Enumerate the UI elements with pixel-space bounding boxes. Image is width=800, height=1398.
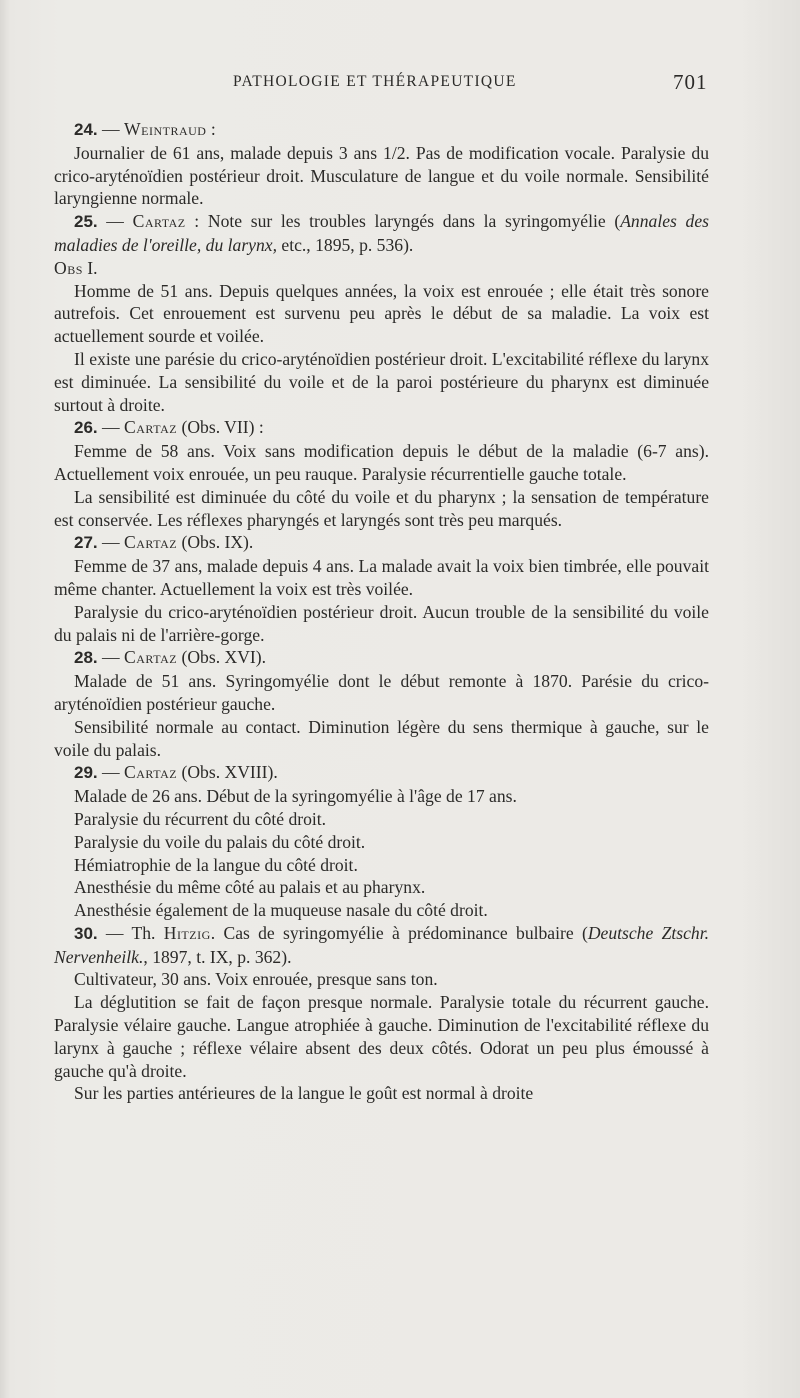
case-24-paragraph: Journalier de 61 ans, malade depuis 3 ans 1/2. Pas de modification vocale. Paralysie du crico-aryténoïdien postérieur droit. Musculature de langue et du voile normale. Sensibilité laryngienne normale. — [54, 142, 709, 209]
page-body — [54, 118, 709, 1105]
case-25-paragraph-2: Il existe une parésie du crico-aryténoïdien postérieur droit. L'excitabilité réflexe du larynx est diminuée. La sensibilité du voile et de la paroi postérieure du pharynx est diminuée surtout à droite. — [54, 348, 709, 415]
case-27-heading: 27. — Cartaz (Obs. IX). — [74, 532, 254, 553]
case-29-heading: 29. — Cartaz (Obs. XVIII). — [74, 762, 278, 783]
case-30-author: Hitzig — [163, 922, 211, 943]
case-26-author: Cartaz — [124, 417, 178, 438]
page-number: 701 — [673, 70, 708, 94]
case-29-paragraph-6: Anesthésie également de la muqueuse nasale du côté droit. — [74, 900, 488, 921]
case-25-obs-label: Obs I. — [54, 257, 98, 278]
case-27-paragraph-1: Femme de 37 ans, malade depuis 4 ans. La malade avait la voix bien timbrée, elle pouvait même chanter. Actuellement la voix est très voilée. — [54, 556, 709, 599]
case-29-paragraph-2: Paralysie du récurrent du côté droit. — [74, 808, 327, 829]
case-26-paragraph-2: La sensibilité est diminuée du côté du voile et du pharynx ; la sensation de température est conservée. Les réflexes pharyngés et laryngés sont très peu marqués. — [54, 486, 709, 530]
case-28-author: Cartaz — [124, 647, 178, 668]
case-29-paragraph-5: Anesthésie du même côté au palais et au pharynx. — [74, 877, 426, 898]
case-29-paragraph-4: Hémiatrophie de la langue du côté droit. — [74, 854, 358, 875]
case-24-heading: 24. — Weintraud : — [74, 119, 216, 139]
case-25-paragraph-1: Homme de 51 ans. Depuis quelques années, la voix est enrouée ; elle était très sonore autrefois. Cet enrouement est survenu peu après le début de sa maladie. La voix est actuellement sourde et voilée. — [54, 280, 709, 347]
case-30-heading: 30. — Th. Hitzig. Cas de syringomyélie à prédominance bulbaire (Deutsche Ztschr. Nervenheilk., 1897, t. IX, p. 362). — [54, 922, 709, 967]
case-29-paragraph-3: Paralysie du voile du palais du côté droit. — [74, 831, 366, 852]
case-28-heading: 28. — Cartaz (Obs. XVI). — [74, 647, 267, 668]
case-27-author: Cartaz — [124, 532, 178, 553]
case-30-paragraph-2: La déglutition se fait de façon presque normale. Paralysie totale du récurrent gauche. Paralysie vélaire gauche. Langue atrophiée à gauche. Diminution de l'excitabilité réflexe du larynx à gauche ; réflexe vélaire absent des deux côtés. Odorat un peu plus émoussé à gauche qu'à droite. — [54, 992, 709, 1081]
case-26-paragraph-1: Femme de 58 ans. Voix sans modification depuis le début de la maladie (6-7 ans). Actuellement voix enrouée, un peu rauque. Paralysie récurrentielle gauche totale. — [54, 441, 709, 484]
case-25-journal: Annales des maladies de l'oreille, du larynx, — [54, 211, 709, 255]
case-25-heading: 25. — Cartaz : Note sur les troubles laryngés dans la syringomyélie (Annales des maladies de l'oreille, du larynx, etc., 1895, p. 536). — [54, 211, 709, 255]
case-28-paragraph-1: Malade de 51 ans. Syringomyélie dont le début remonte à 1870. Parésie du crico-aryténoïdien postérieur gauche. — [54, 671, 709, 714]
case-25-author: Cartaz — [132, 211, 186, 232]
case-26-heading: 26. — Cartaz (Obs. VII) : — [74, 417, 264, 438]
case-29-paragraph-1: Malade de 26 ans. Début de la syringomyélie à l'âge de 17 ans. — [74, 786, 517, 807]
running-title: PATHOLOGIE ET THÉRAPEUTIQUE — [233, 73, 517, 90]
case-24-author: Weintraud — [124, 119, 207, 139]
case-30-journal: Deutsche Ztschr. Nervenheilk. — [54, 922, 709, 967]
case-27-paragraph-2: Paralysie du crico-aryténoïdien postérieur droit. Aucun trouble de la sensibilité du voile du palais ni de l'arrière-gorge. — [54, 601, 709, 645]
page-header — [0, 71, 800, 95]
case-29-author: Cartaz — [124, 762, 178, 783]
case-28-paragraph-2: Sensibilité normale au contact. Diminution légère du sens thermique à gauche, sur le voile du palais. — [54, 716, 709, 760]
case-30-paragraph-1: Cultivateur, 30 ans. Voix enrouée, presque sans ton. — [74, 969, 438, 990]
case-30-paragraph-3: Sur les parties antérieures de la langue le goût est normal à droite — [74, 1083, 534, 1104]
